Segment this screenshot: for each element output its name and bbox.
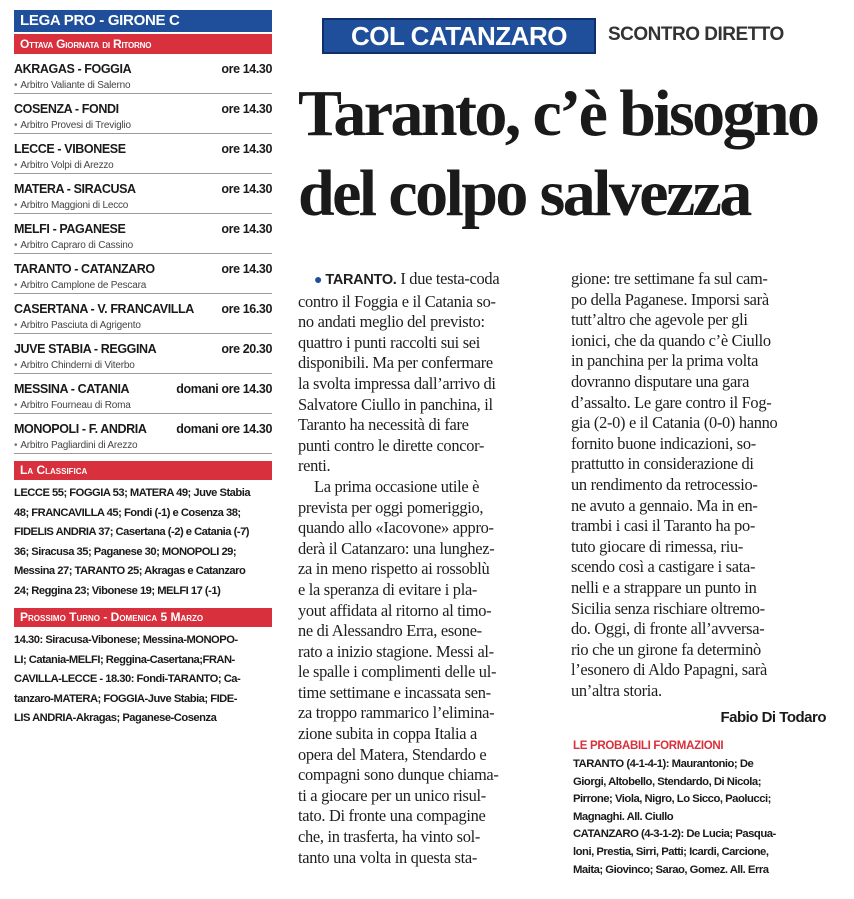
article-line: dovranno disputare una gara — [571, 371, 750, 391]
article-line: time settimane e incassata sen- — [298, 682, 491, 702]
article-line: compagni sono dunque chiama- — [298, 765, 499, 785]
match-referee — [14, 118, 272, 134]
referee-name: Arbitro Pasciuta di Agrigento — [20, 320, 141, 331]
article-line: in panchina per la prima volta — [571, 351, 759, 371]
article-line — [298, 269, 560, 292]
article-line: La prima occasione utile è — [314, 476, 480, 496]
match-time: ore 16.30 — [221, 302, 272, 316]
article-line: quattro i punti raccolti sui sei — [298, 332, 481, 352]
standings-line: Messina 27; TARANTO 25; Akragas e Catanzaro — [14, 565, 246, 577]
article-line: Salvatore Ciullo in panchina, il — [298, 394, 493, 414]
match-row — [14, 60, 272, 78]
match-referee — [14, 158, 272, 174]
standings-line: FIDELIS ANDRIA 37; Casertana (-2) e Catania (-7) — [14, 526, 250, 538]
formation-line: CATANZARO (4-3-1-2): De Lucia; Pasqua- — [573, 828, 776, 841]
article-line: ti a giocare per un unico risul- — [298, 785, 486, 805]
headline — [298, 74, 838, 234]
match-row — [14, 140, 272, 158]
article-line: prattutto in considerazione di — [571, 454, 754, 474]
match-row — [14, 100, 272, 118]
article-line: zione subita in coppa Italia a — [298, 724, 477, 744]
article-line: do. Oggi, di fronte all’avversa- — [571, 619, 765, 639]
match-referee — [14, 238, 272, 254]
standings-line: 48; FRANCAVILLA 45; Fondi (-1) e Cosenza 38; — [14, 506, 241, 519]
article-line: tuto giocare di rimessa, riu- — [571, 536, 743, 556]
article-line: Taranto ha necessità di fare — [298, 415, 469, 435]
article-line: la svolta impressa dall’arrivo di — [298, 373, 496, 393]
match-referee — [14, 318, 272, 334]
article-line: punti contro le dirette concor- — [298, 435, 485, 455]
bullet-icon: ● — [314, 273, 326, 288]
match-row — [14, 380, 272, 398]
referee-name: Arbitro Valiante di Salerno — [20, 80, 131, 91]
match-row — [14, 180, 272, 198]
article-line: rio che un girone fa determinò — [571, 639, 761, 659]
next-round-title: Prossimo Turno - Domenica 5 Marzo — [14, 608, 272, 627]
bullet-icon: • — [14, 280, 18, 291]
match-referee — [14, 438, 272, 454]
formations-title: LE PROBABILI FORMAZIONI — [573, 740, 724, 752]
bullet-icon: • — [14, 360, 18, 371]
next-round-text — [14, 631, 272, 729]
article-line: tato. Di fronte una compagine — [298, 806, 486, 826]
article-line: tutt’altro che agevole per gli — [571, 310, 748, 330]
match-teams: MELFI - PAGANESE — [14, 222, 126, 236]
article-line: ne di Alessandro Erra, esone- — [298, 621, 482, 641]
match-time: domani ore 14.30 — [176, 422, 272, 436]
referee-name: Arbitro Pagliardini di Arezzo — [20, 440, 138, 451]
article-line: ionici, che da quando c’è Ciullo — [571, 330, 771, 350]
standings-line: 36; Siracusa 35; Paganese 30; MONOPOLI 29; — [14, 545, 237, 558]
bullet-icon: • — [14, 200, 18, 211]
bullet-icon: • — [14, 320, 18, 331]
match-time: ore 14.30 — [221, 182, 272, 196]
match-teams: TARANTO - CATANZARO — [14, 262, 155, 276]
match-teams: MONOPOLI - F. ANDRIA — [14, 422, 147, 436]
article-line: gione: tre settimane fa sul cam- — [571, 269, 768, 288]
bullet-icon: • — [14, 80, 18, 91]
article-line: e la speranza di evitare i pla- — [298, 579, 478, 599]
formation-line: TARANTO (4-1-4-1): Maurantonio; De — [573, 758, 754, 770]
bullet-icon: • — [14, 120, 18, 131]
formation-line: Pirrone; Viola, Nigro, Lo Sicco, Paolucci; — [573, 793, 771, 806]
referee-name: Arbitro Chinderni di Viterbo — [20, 360, 135, 371]
match-row — [14, 420, 272, 438]
article-line: le spalle i complimenti delle ul- — [298, 662, 497, 682]
match-time: domani ore 14.30 — [176, 382, 272, 396]
article-line: derà il Catanzaro: una lunghez- — [298, 538, 495, 558]
match-row — [14, 300, 272, 318]
match-list — [14, 60, 272, 454]
next-round-line: 14.30: Siracusa-Vibonese; Messina-MONOPO- — [14, 634, 238, 646]
match-referee — [14, 278, 272, 294]
article-line: nelli e a strappare un punto in — [571, 577, 757, 597]
next-round-line: CAVILLA-LECCE - 18.30: Fondi-TARANTO; Ca- — [14, 673, 241, 685]
headline-line: Taranto, c’è bisogno — [298, 77, 818, 150]
article-line: tanto una volta in questa sta- — [298, 847, 477, 867]
formation-line: Giorgi, Altobello, Stendardo, Di Nicola; — [573, 775, 761, 788]
match-teams: AKRAGAS - FOGGIA — [14, 62, 132, 76]
article-line: gia (2-0) e il Catania (0-0) hanno — [571, 413, 778, 433]
referee-name: Arbitro Fourneau di Roma — [20, 400, 131, 411]
match-teams: MATERA - SIRACUSA — [14, 182, 136, 196]
article-line: po della Paganese. Imporsi sarà — [571, 289, 769, 309]
match-time: ore 14.30 — [221, 62, 272, 76]
article-line: che, in trasferta, ha vinto sol- — [298, 827, 481, 847]
article-line: renti. — [298, 456, 331, 476]
author-byline: Fabio Di Todaro — [720, 709, 826, 726]
article-line: yout affidata al ritorno al timo- — [298, 600, 492, 620]
article-line: opera del Matera, Stendardo e — [298, 744, 487, 764]
referee-name: Arbitro Maggioni di Lecco — [20, 200, 129, 211]
article-line: trambi i casi il Taranto ha po- — [571, 516, 756, 536]
standings-title: La Classifica — [14, 461, 272, 480]
article-line: quando allo «Iacovone» appro- — [298, 518, 494, 538]
match-teams: MESSINA - CATANIA — [14, 382, 130, 396]
article-lead: TARANTO. — [325, 272, 397, 288]
league-title: LEGA PRO - GIRONE C — [14, 10, 272, 32]
match-time: ore 14.30 — [221, 102, 272, 116]
next-round-line: LI; Catania-MELFI; Reggina-Casertana;FRAN- — [14, 653, 235, 666]
article-line: contro il Foggia e il Catania so- — [298, 291, 496, 311]
match-row — [14, 340, 272, 358]
referee-name: Arbitro Volpi di Arezzo — [20, 160, 114, 171]
bullet-icon: • — [14, 400, 18, 411]
formations-text — [573, 756, 835, 879]
formation-line: Maita; Giovinco; Sarao, Gomez. All. Erra — [573, 863, 769, 876]
bullet-icon: • — [14, 160, 18, 171]
article-line: un’altra storia. — [571, 680, 662, 700]
referee-name: Arbitro Camplone de Pescara — [20, 280, 147, 291]
section-tag: COL CATANZARO — [322, 18, 596, 54]
standings-text — [14, 484, 272, 601]
bullet-icon: • — [14, 440, 18, 451]
article-line: za troppo rammarico l’elimina- — [298, 703, 495, 723]
match-referee — [14, 358, 272, 374]
match-time: ore 14.30 — [221, 262, 272, 276]
match-teams: COSENZA - FONDI — [14, 102, 119, 116]
article-line: rato a inizio stagione. Messi al- — [298, 641, 494, 661]
article-line: Sicilia senza rischiare oltremo- — [571, 598, 765, 618]
match-referee — [14, 198, 272, 214]
match-referee — [14, 78, 272, 94]
match-row — [14, 220, 272, 238]
standings-line: LECCE 55; FOGGIA 53; MATERA 49; Juve Stabia — [14, 487, 251, 499]
formation-line: Magnaghi. All. Ciullo — [573, 810, 674, 823]
article-text: I due testa-coda — [400, 269, 500, 288]
match-referee — [14, 398, 272, 414]
match-teams: CASERTANA - V. FRANCAVILLA — [14, 302, 194, 316]
match-time: ore 14.30 — [221, 222, 272, 236]
fixtures-sidebar — [14, 10, 272, 729]
article-line: l’esonero di Aldo Papagni, sarà — [571, 660, 767, 680]
article-line: za in meno rispetto ai rossoblù — [298, 559, 490, 579]
section-subtag: SCONTRO DIRETTO — [608, 24, 784, 45]
match-row — [14, 260, 272, 278]
match-time: ore 20.30 — [221, 342, 272, 356]
next-round-line: tanzaro-MATERA; FOGGIA-Juve Stabia; FIDE- — [14, 692, 237, 705]
standings-line: 24; Reggina 23; Vibonese 19; MELFI 17 (-1) — [14, 584, 221, 597]
headline-line: del colpo salvezza — [298, 157, 750, 230]
article-line: disponibili. Ma per confermare — [298, 353, 493, 373]
round-title: Ottava Giornata di Ritorno — [14, 34, 272, 54]
article-line: un rendimento da retrocessio- — [571, 474, 758, 494]
match-teams: JUVE STABIA - REGGINA — [14, 342, 157, 356]
next-round-line: LIS ANDRIA-Akragas; Paganese-Cosenza — [14, 712, 217, 724]
referee-name: Arbitro Provesi di Treviglio — [20, 120, 131, 131]
article-line: prevista per oggi pomeriggio, — [298, 497, 484, 517]
referee-name: Arbitro Capraro di Cassino — [20, 240, 133, 251]
article-column-2 — [571, 269, 833, 701]
article-line: ne avuto a gennaio. Ma in en- — [571, 495, 758, 515]
formation-line: loni, Prestia, Sirri, Patti; Icardi, Carcione, — [573, 845, 769, 858]
match-teams: LECCE - VIBONESE — [14, 142, 126, 156]
article-line: scendo così a castigare i sata- — [571, 557, 756, 577]
article-line: no andati meglio del previsto: — [298, 312, 485, 332]
article-column-1 — [298, 269, 560, 868]
article-line: fornito buone indicazioni, so- — [571, 433, 756, 453]
article-line: d’assalto. Le gare contro il Fog- — [571, 392, 772, 412]
match-time: ore 14.30 — [221, 142, 272, 156]
bullet-icon: • — [14, 240, 18, 251]
